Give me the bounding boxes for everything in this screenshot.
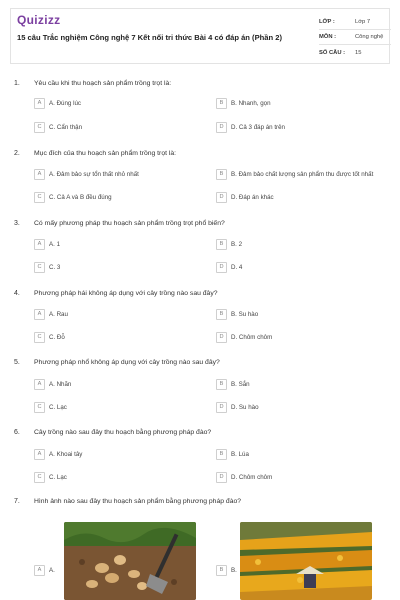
option-d[interactable] <box>216 401 259 413</box>
option-letter: B <box>216 98 227 109</box>
option-letter: A <box>34 565 45 576</box>
question-text: Phương pháp nhổ không áp dụng với cây trồng nào sau đây? <box>34 359 220 366</box>
option-letter: B <box>216 309 227 320</box>
option-b[interactable] <box>216 378 250 390</box>
question-text: Mục đích của thu hoạch sản phẩm trồng trọt là: <box>34 150 177 157</box>
option-text: D. Chôm chôm <box>231 333 273 341</box>
option-text: C. Đỗ <box>49 333 65 341</box>
option-d[interactable] <box>216 121 285 133</box>
potato-harvest-picture <box>64 522 196 600</box>
option-text: C. Lạc <box>49 473 67 481</box>
option-letter: D <box>216 192 227 203</box>
option-text: D. Cả 3 đáp án trên <box>231 123 286 131</box>
meta-key: MÔN : <box>319 34 337 40</box>
option-letter: D <box>216 122 227 133</box>
option-d[interactable] <box>216 331 272 343</box>
option-text: B. Đảm bảo chất lượng sản phẩm thu được tốt nhất <box>231 170 374 178</box>
question-text: Hình ảnh nào sau đây thu hoạch sản phẩm bằng phương pháp đào? <box>34 498 242 505</box>
option-letter: C <box>34 402 45 413</box>
question-number: 7. <box>14 498 20 505</box>
option-b[interactable] <box>216 448 249 460</box>
option-letter: A <box>34 309 45 320</box>
option-b[interactable] <box>216 308 258 320</box>
option-letter: D <box>216 402 227 413</box>
option-text: A. Nhãn <box>49 380 72 388</box>
marigold-field-image[interactable] <box>240 522 372 600</box>
option-letter: C <box>34 262 45 273</box>
option-letter: D <box>216 472 227 483</box>
document-header <box>10 8 390 64</box>
option-letter: C <box>34 472 45 483</box>
question-number: 4. <box>14 290 20 297</box>
meta-row-count <box>319 45 391 60</box>
meta-value: Lớp 7 <box>355 19 371 25</box>
option-text: A. 1 <box>49 240 61 248</box>
option-d[interactable] <box>216 191 274 203</box>
option-b[interactable] <box>216 168 373 180</box>
option-text: B. Nhanh, gọn <box>231 99 271 107</box>
option-text: C. Cẩn thận <box>49 123 83 131</box>
option-letter: B <box>216 169 227 180</box>
potato-harvest-image[interactable] <box>64 522 196 600</box>
option-c[interactable] <box>34 261 60 273</box>
option-letter: B <box>216 565 227 576</box>
option-text: C. Cả A và B đều đúng <box>49 193 112 201</box>
option-a[interactable] <box>34 238 60 250</box>
option-letter: A <box>34 379 45 390</box>
option-text: A. Khoai tây <box>49 450 83 458</box>
option-letter: A <box>34 449 45 460</box>
question-text: Yêu cầu khi thu hoạch sản phẩm trồng trọt là: <box>34 80 172 87</box>
option-text: D. 4 <box>231 263 243 271</box>
option-text: C. Lạc <box>49 403 67 411</box>
option-text: D. Chôm chôm <box>231 473 273 481</box>
option-text: C. 3 <box>49 263 61 271</box>
option-text: B. <box>231 566 237 574</box>
option-text: B. Sắn <box>231 380 250 388</box>
option-text: B. 2 <box>231 240 243 248</box>
option-letter: B <box>216 239 227 250</box>
question-number: 2. <box>14 150 20 157</box>
option-letter: A <box>34 239 45 250</box>
question-number: 1. <box>14 80 20 87</box>
option-letter: C <box>34 332 45 343</box>
document-title: 15 câu Trắc nghiệm Công nghệ 7 Kết nối tri thức Bài 4 có đáp án (Phần 2) <box>17 33 282 42</box>
option-a[interactable] <box>34 378 71 390</box>
option-text: B. Su hào <box>231 310 259 318</box>
question-number: 5. <box>14 359 20 366</box>
option-text: A. Đảm bảo sự tổn thất nhỏ nhất <box>49 170 139 178</box>
option-letter: D <box>216 332 227 343</box>
option-text: D. Su hào <box>231 403 259 411</box>
option-letter: C <box>34 192 45 203</box>
meta-key: SỐ CÂU : <box>319 49 346 56</box>
option-a[interactable] <box>34 564 55 576</box>
option-a[interactable] <box>34 168 139 180</box>
meta-key: LỚP : <box>319 19 335 25</box>
option-text: B. Lúa <box>231 450 249 458</box>
option-b[interactable] <box>216 564 237 576</box>
meta-value: 15 <box>355 49 362 56</box>
question-text: Phương pháp hái không áp dụng với cây trồng nào sau đây? <box>34 290 218 297</box>
option-text: A. Rau <box>49 310 68 318</box>
question-number: 3. <box>14 220 20 227</box>
option-text: D. Đáp án khác <box>231 193 274 201</box>
option-letter: A <box>34 169 45 180</box>
option-c[interactable] <box>34 331 65 343</box>
option-letter: D <box>216 262 227 273</box>
option-d[interactable] <box>216 261 242 273</box>
option-text: A. Đúng lúc <box>49 99 81 107</box>
option-letter: B <box>216 449 227 460</box>
option-b[interactable] <box>216 97 271 109</box>
meta-row-grade <box>319 15 391 30</box>
marigold-field-picture <box>240 522 372 600</box>
option-letter: A <box>34 98 45 109</box>
option-c[interactable] <box>34 401 67 413</box>
option-letter: C <box>34 122 45 133</box>
question-text: Có mấy phương pháp thu hoạch sản phẩm trồng trọt phổ biến? <box>34 220 225 227</box>
meta-value: Công nghệ <box>355 34 384 40</box>
option-a[interactable] <box>34 308 68 320</box>
quizizz-logo: Quizizz <box>17 13 61 27</box>
option-d[interactable] <box>216 471 272 483</box>
option-c[interactable] <box>34 471 67 483</box>
meta-table <box>319 15 391 60</box>
option-a[interactable] <box>34 448 82 460</box>
option-b[interactable] <box>216 238 242 250</box>
option-c[interactable] <box>34 121 82 133</box>
meta-row-subject <box>319 30 391 45</box>
option-text: A. <box>49 566 55 574</box>
question-number: 6. <box>14 429 20 436</box>
option-letter: B <box>216 379 227 390</box>
question-text: Cây trồng nào sau đây thu hoạch bằng phương pháp đào? <box>34 429 212 436</box>
option-a[interactable] <box>34 97 81 109</box>
option-c[interactable] <box>34 191 112 203</box>
